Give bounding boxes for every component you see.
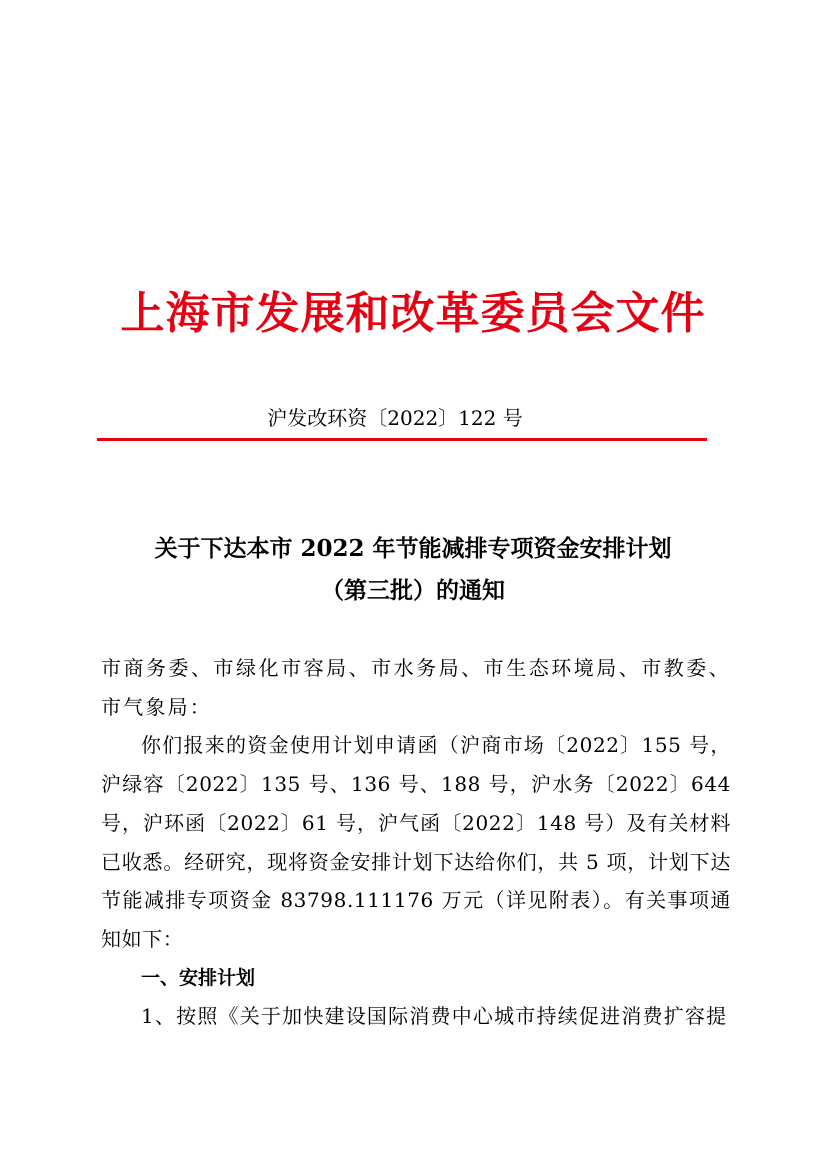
body-paragraph: 你们报来的资金使用计划申请函（沪商市场〔2022〕155 号，沪绿容〔2022〕135 号、136 号、188 号，沪水务〔2022〕644 号，沪环函〔2022〕61 号，沪气函〔2022〕148 号）及有关材料已收悉。经研究，现将资金安排计划下达给你们，共 5 项，计划下达节能减排专项资金 83798.111176 万元（详见附表）。有关事项通知如下： xyxy=(101,733,731,951)
document-body xyxy=(101,649,731,1036)
notice-title-line-2: （第三批）的通知 xyxy=(321,577,505,604)
issuer-title: 上海市发展和改革委员会文件 xyxy=(120,288,706,339)
addressee: 市商务委、市绿化市容局、市水务局、市生态环境局、市教委、市气象局： xyxy=(101,656,731,719)
notice-title-line-1: 关于下达本市 2022 年节能减排专项资金安排计划 xyxy=(154,535,672,562)
red-divider-line xyxy=(97,438,707,441)
section-heading: 一、安排计划 xyxy=(141,966,256,989)
notice-title xyxy=(0,528,826,612)
list-item: 1、按照《关于加快建设国际消费中心城市持续促进消费扩容提 xyxy=(141,1004,728,1029)
document-number: 沪发改环资〔2022〕122 号 xyxy=(267,406,523,430)
